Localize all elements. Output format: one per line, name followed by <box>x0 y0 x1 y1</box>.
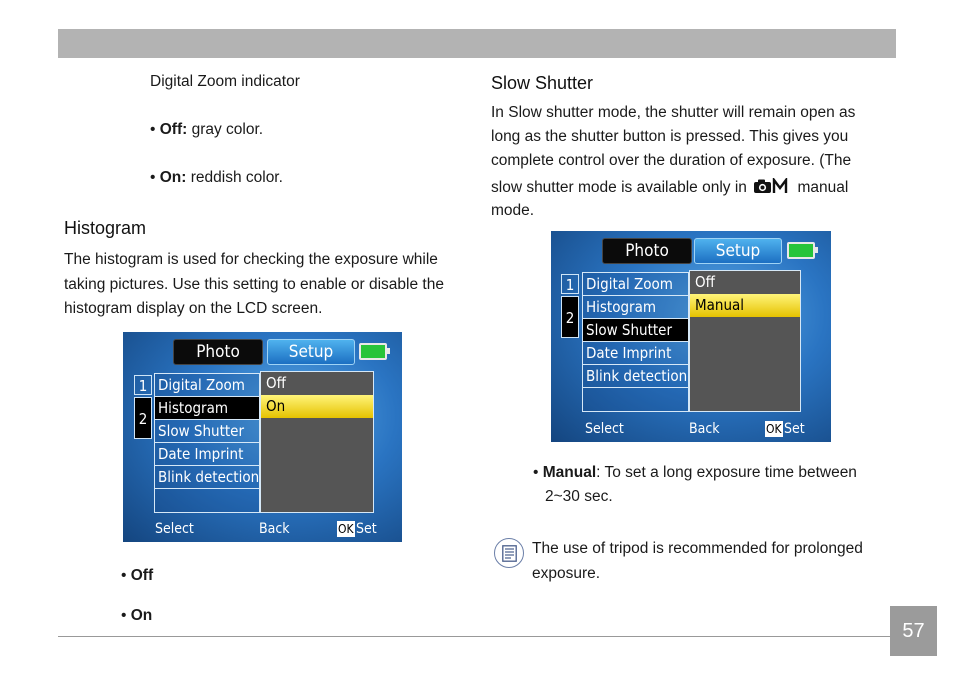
slow-line-4-manual: manual <box>797 179 849 196</box>
foot-set: Set <box>356 521 377 537</box>
menu-page-1: 1 <box>134 375 152 395</box>
menu-page-1: 1 <box>561 274 579 294</box>
submenu-options <box>689 270 801 412</box>
foot-back: Back <box>259 521 290 537</box>
camera-icon <box>753 178 791 194</box>
option-on: On <box>261 395 373 418</box>
foot-back: Back <box>689 421 720 437</box>
bullet-on-text: reddish color. <box>190 169 283 186</box>
screen-footer <box>123 516 402 542</box>
histogram-line-2: taking pictures. Use this setting to enable or disable the <box>64 276 444 293</box>
tab-photo: Photo <box>602 238 692 264</box>
option-off: Off <box>266 374 286 392</box>
bullet-manual-label: Manual <box>542 464 597 481</box>
bullet-on-option-label: On <box>130 607 153 624</box>
slow-line-1: In Slow shutter mode, the shutter will remain open as <box>491 104 856 121</box>
screen-footer <box>551 416 831 442</box>
bullet-off-text: gray color. <box>191 121 264 138</box>
histogram-heading: Histogram <box>64 218 147 238</box>
menu-item-histogram: Histogram <box>583 296 688 319</box>
bullet-off-gray: • Off: gray color. <box>150 121 264 138</box>
foot-ok: OK <box>766 422 782 436</box>
menu-item-blink-detection: Blink detection <box>155 466 259 489</box>
menu-item-histogram: Histogram <box>155 397 259 420</box>
foot-select: Select <box>585 421 624 437</box>
foot-select: Select <box>155 521 194 537</box>
slow-line-4 <box>491 176 848 200</box>
menu-page-2: 2 <box>561 296 579 338</box>
tab-setup: Setup <box>267 339 355 365</box>
menu-item-digital-zoom: Digital Zoom <box>155 374 259 397</box>
bullet-off-option-label: Off <box>130 567 154 584</box>
page-number: 57 <box>890 606 937 656</box>
camera-screen-histogram <box>123 332 402 542</box>
submenu-options <box>260 371 374 513</box>
slow-line-3: complete control over the duration of exposure. (The <box>491 152 852 169</box>
bullet-off-option: • Off <box>121 567 154 584</box>
menu-page-2: 2 <box>134 397 152 439</box>
foot-set: Set <box>784 421 805 437</box>
battery-icon <box>787 242 815 259</box>
option-off: Off <box>695 273 715 291</box>
header-bar <box>58 29 896 58</box>
bullet-on-label: On: <box>159 169 187 186</box>
digital-zoom-indicator-text: Digital Zoom indicator <box>150 73 300 90</box>
tab-setup: Setup <box>694 238 782 264</box>
note-line-1: The use of tripod is recommended for prolonged <box>532 540 863 557</box>
menu-item-date-imprint: Date Imprint <box>583 342 688 365</box>
bullet-manual-text: : To set a long exposure time between <box>596 464 857 481</box>
bullet-manual-text-2: 2~30 sec. <box>545 488 613 505</box>
menu-item-slow-shutter: Slow Shutter <box>155 420 259 443</box>
foot-ok: OK <box>338 522 354 536</box>
bullet-manual: • Manual: To set a long exposure time between <box>533 464 857 481</box>
battery-icon <box>359 343 387 360</box>
slow-shutter-heading: Slow Shutter <box>491 73 594 93</box>
note-line-2: exposure. <box>532 565 601 582</box>
menu-item-digital-zoom: Digital Zoom <box>583 273 688 296</box>
slow-line-2: long as the shutter button is pressed. This gives you <box>491 128 849 145</box>
histogram-line-1: The histogram is used for checking the exposure while <box>64 251 438 268</box>
bullet-on-option: • On <box>121 607 153 624</box>
slow-line-5: mode. <box>491 202 535 219</box>
option-manual: Manual <box>690 294 800 317</box>
menu-item-slow-shutter: Slow Shutter <box>583 319 688 342</box>
camera-screen-slow-shutter <box>551 231 831 442</box>
menu-item-blink-detection: Blink detection <box>583 365 688 388</box>
histogram-line-3: histogram display on the LCD screen. <box>64 300 323 317</box>
footer-rule <box>58 636 890 637</box>
menu-item-date-imprint: Date Imprint <box>155 443 259 466</box>
settings-menu <box>154 373 260 513</box>
slow-line-4-text: slow shutter mode is available only in <box>491 179 747 196</box>
settings-menu <box>582 272 689 412</box>
note-icon <box>494 538 524 568</box>
bullet-off-label: Off: <box>159 121 188 138</box>
bullet-on-reddish: • On: reddish color. <box>150 169 283 186</box>
tab-photo: Photo <box>173 339 263 365</box>
